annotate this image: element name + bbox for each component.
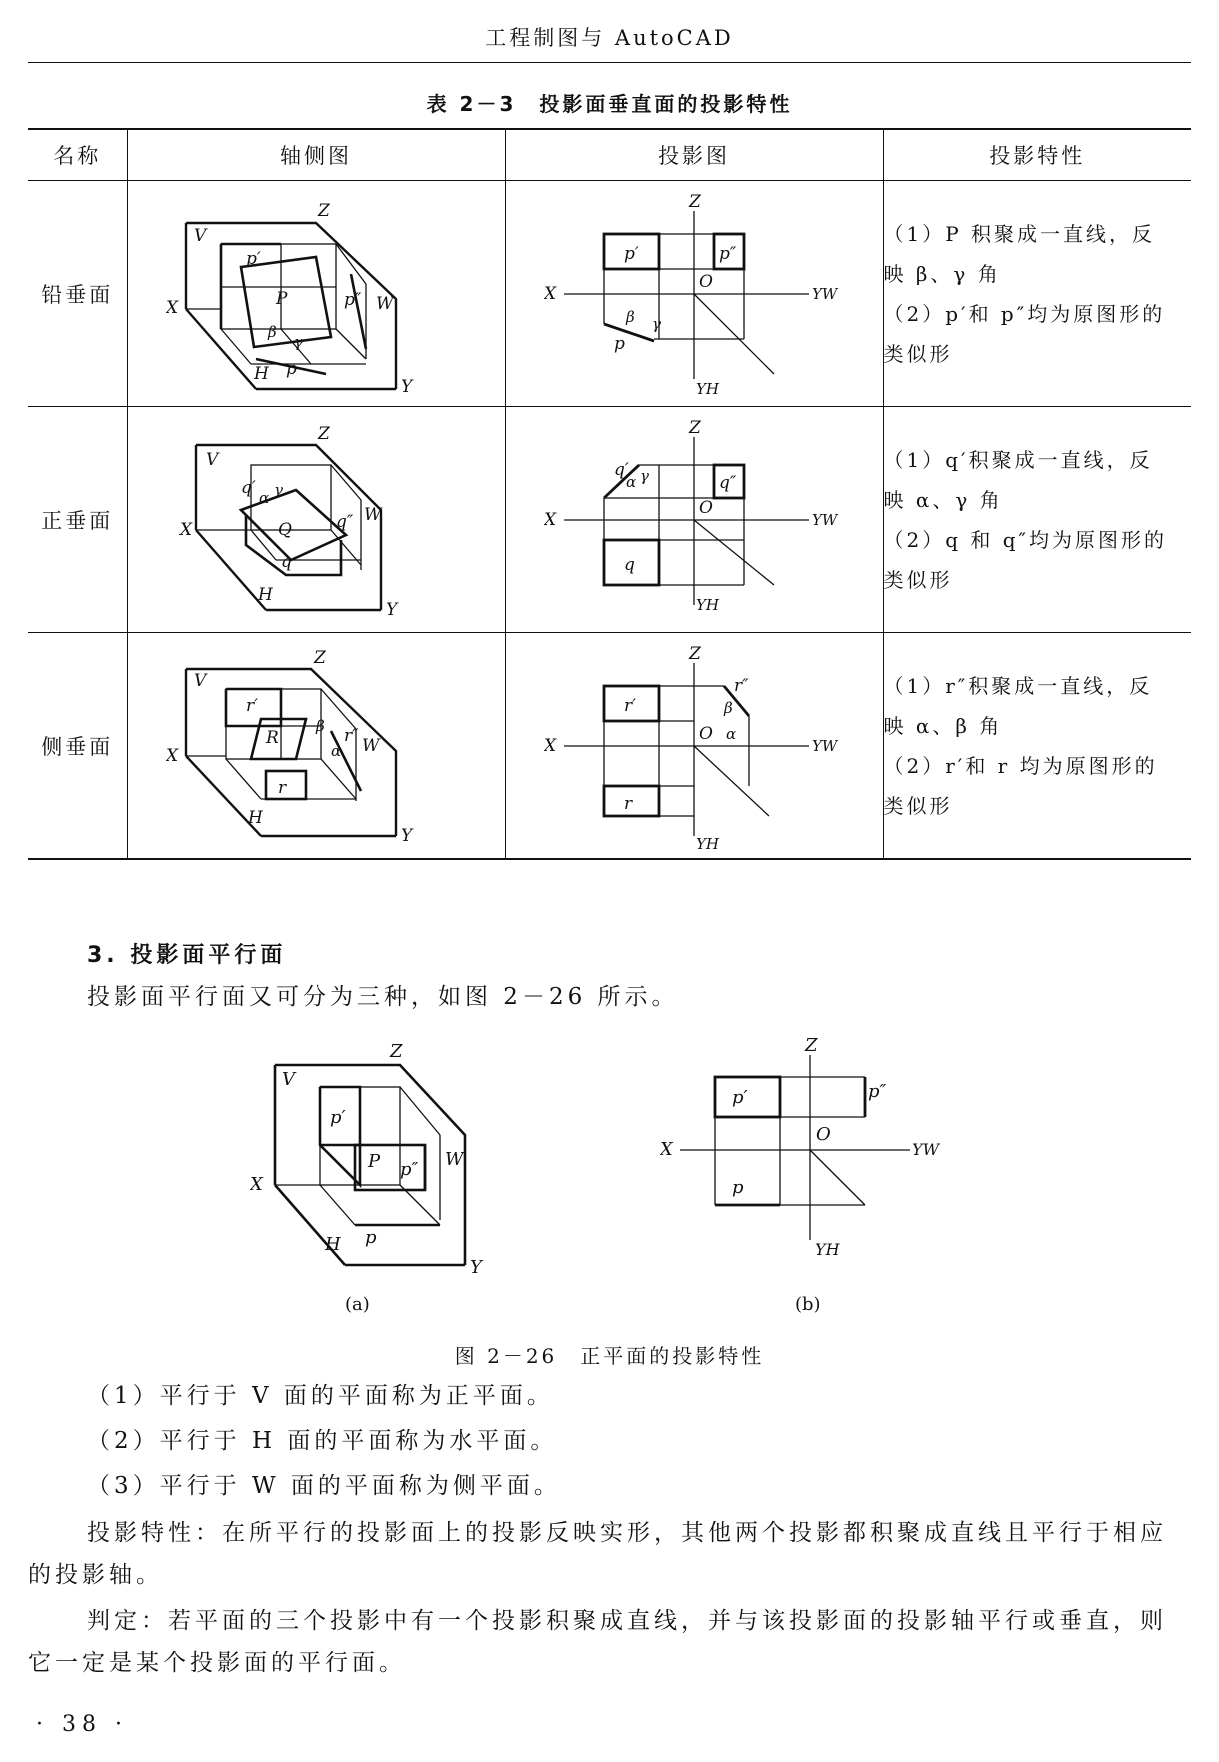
axonometric-cell — [127, 407, 505, 633]
origin-label: O — [816, 1124, 831, 1145]
axis-label-yw: YW — [812, 284, 838, 303]
axis-label-y: Y — [401, 376, 413, 397]
column-header: 投影特性 — [883, 129, 1191, 181]
projection-label: r′ — [624, 695, 636, 716]
angle-label: γ — [652, 314, 661, 333]
angle-label: β — [316, 716, 325, 735]
row-name: 正垂面 — [28, 407, 127, 633]
projection-label: q′ — [614, 459, 629, 480]
projection-label: q — [624, 554, 635, 575]
angle-label: β — [268, 322, 277, 341]
angle-label: β — [724, 698, 733, 717]
projection-label: p′ — [246, 248, 261, 269]
projection-label: r — [624, 793, 633, 814]
angle-label: α — [259, 488, 270, 507]
plane-label: P — [368, 1151, 381, 1172]
projection-properties-table — [28, 128, 1191, 860]
axis-label-yh: YH — [696, 379, 719, 398]
property-text: 类似形 — [883, 341, 953, 366]
header-rule — [28, 62, 1191, 63]
projection-label: p′ — [330, 1107, 346, 1128]
projection-label: p′ — [732, 1087, 748, 1108]
figure-caption: 图 2－26 正平面的投影特性 — [454, 1344, 765, 1368]
plane-label-w: W — [364, 504, 382, 525]
axis-label-x: X — [544, 735, 557, 756]
figure-a-axonometric — [250, 1035, 550, 1320]
axis-label-y: Y — [470, 1257, 482, 1278]
angle-label: α — [331, 741, 342, 760]
plane-label-h: H — [254, 363, 269, 384]
projection-cell — [505, 181, 883, 407]
origin-label: O — [699, 723, 713, 744]
figure-b-projection — [660, 1035, 960, 1320]
projection-label: p — [365, 1227, 377, 1248]
property-text: 映 β、γ 角 — [883, 261, 1001, 286]
row-name: 铅垂面 — [28, 181, 127, 407]
axis-label-x: X — [544, 509, 557, 530]
axis-label-yh: YH — [815, 1240, 840, 1259]
plane-label-v: V — [206, 449, 219, 470]
property-text: （1）P 积聚成一直线，反 — [883, 221, 1156, 246]
axis-label-z: Z — [689, 643, 701, 664]
list-item: （2）平行于 H 面的平面称为水平面。 — [87, 1428, 558, 1454]
axis-label-z: Z — [689, 417, 701, 438]
axis-label-x: X — [544, 283, 557, 304]
axis-label-y: Y — [401, 825, 413, 846]
axis-label-x: X — [250, 1174, 263, 1195]
projection-diagram-p — [544, 189, 844, 399]
angle-label: β — [626, 307, 635, 326]
plane-label-v: V — [194, 670, 207, 691]
axis-label-yw: YW — [912, 1140, 940, 1159]
projection-label: q′ — [241, 477, 256, 498]
plane-label-w: W — [362, 735, 380, 756]
projection-diagram-q — [544, 415, 844, 625]
projection-label: p″ — [344, 289, 362, 310]
projection-label: p″ — [868, 1081, 887, 1102]
projection-label: p — [732, 1177, 744, 1198]
property-cell — [883, 181, 1191, 407]
projection-label: p — [286, 358, 297, 379]
judgement-paragraph: 判定：若平面的三个投影中有一个投影积聚成直线，并与该投影面的投影轴平行或垂直，则它一定是某个投影面的平行面。 — [28, 1608, 1167, 1676]
plane-label-w: W — [376, 293, 394, 314]
property-text: （1）q′积聚成一直线，反 — [883, 447, 1153, 472]
column-header: 投影图 — [505, 129, 883, 181]
angle-label: γ — [274, 480, 283, 499]
projection-label: p″ — [400, 1159, 419, 1180]
projection-cell — [505, 407, 883, 633]
table-header-row — [28, 129, 1191, 181]
figure-2-26 — [250, 1035, 970, 1320]
plane-label-w: W — [445, 1149, 464, 1170]
axis-label-z: Z — [318, 200, 330, 221]
property-cell — [883, 407, 1191, 633]
property-paragraph: 投影特性：在所平行的投影面上的投影反映实形，其他两个投影都积聚成直线且平行于相应的投影轴。 — [28, 1520, 1167, 1588]
subfigure-label-a: (a) — [345, 1294, 370, 1315]
axis-label-y: Y — [386, 599, 398, 620]
origin-label: O — [699, 497, 713, 518]
plane-label-v: V — [282, 1069, 295, 1090]
axis-label-yw: YW — [812, 736, 838, 755]
table-title: 表 2－3 投影面垂直面的投影特性 — [426, 92, 793, 116]
property-cell — [883, 633, 1191, 860]
axis-label-x: X — [180, 519, 193, 540]
plane-label: Q — [278, 519, 292, 540]
column-header: 轴侧图 — [127, 129, 505, 181]
property-text: （2）p′和 p″均为原图形的 — [883, 301, 1166, 326]
property-text: 映 α、β 角 — [883, 713, 1003, 738]
axonometric-cell — [127, 181, 505, 407]
plane-label: P — [276, 288, 288, 309]
projection-label: r″ — [344, 725, 359, 746]
plane-label-h: H — [248, 807, 263, 828]
running-header: 工程制图与 AutoCAD — [485, 26, 734, 50]
column-header: 名称 — [28, 129, 127, 181]
axis-label-x: X — [166, 745, 179, 766]
angle-label: α — [626, 472, 637, 491]
property-text: （1）r″积聚成一直线，反 — [883, 673, 1153, 698]
property-text: 类似形 — [883, 567, 953, 592]
list-item: （3）平行于 W 面的平面称为侧平面。 — [87, 1473, 561, 1499]
axonometric-diagram-p — [166, 189, 466, 399]
projection-cell — [505, 633, 883, 860]
axis-label-z: Z — [390, 1041, 403, 1062]
angle-label: γ — [640, 466, 649, 485]
projection-label: p′ — [624, 243, 639, 264]
row-name: 侧垂面 — [28, 633, 127, 860]
plane-label-h: H — [258, 584, 273, 605]
projection-label: p″ — [719, 243, 737, 264]
projection-label: p — [614, 333, 625, 354]
page-number: · 38 · — [36, 1712, 128, 1737]
property-text: （2）q 和 q″均为原图形的 — [883, 527, 1168, 552]
axonometric-cell — [127, 633, 505, 860]
projection-label: q″ — [336, 511, 354, 532]
axonometric-diagram-q — [166, 415, 466, 625]
projection-label: r″ — [734, 675, 749, 696]
axis-label-z: Z — [805, 1035, 818, 1056]
angle-label: α — [726, 724, 737, 743]
axis-label-yw: YW — [812, 510, 838, 529]
axis-label-x: X — [660, 1139, 673, 1160]
property-text: 映 α、γ 角 — [883, 487, 1003, 512]
projection-label: q — [281, 551, 292, 572]
axis-label-z: Z — [314, 647, 326, 668]
axonometric-diagram-r — [166, 641, 466, 851]
axis-label-z: Z — [689, 191, 701, 212]
axis-label-z: Z — [318, 423, 330, 444]
section-heading: 3. 投影面平行面 — [87, 943, 287, 968]
subfigure-label-b: (b) — [795, 1294, 821, 1315]
projection-label: r — [278, 777, 287, 798]
section-intro: 投影面平行面又可分为三种，如图 2－26 所示。 — [87, 984, 679, 1010]
table-row — [28, 181, 1191, 407]
property-text: （2）r′和 r 均为原图形的 — [883, 753, 1158, 778]
angle-label: γ — [294, 332, 303, 351]
plane-label-v: V — [194, 225, 207, 246]
property-text: 类似形 — [883, 793, 953, 818]
axis-label-yh: YH — [696, 595, 719, 614]
projection-label: r′ — [246, 695, 258, 716]
axis-label-x: X — [166, 297, 179, 318]
axis-label-yh: YH — [696, 834, 719, 851]
projection-diagram-r — [544, 641, 844, 851]
origin-label: O — [699, 271, 713, 292]
plane-label: R — [266, 727, 279, 748]
projection-label: q″ — [719, 472, 737, 493]
list-item: （1）平行于 V 面的平面称为正平面。 — [87, 1383, 554, 1409]
table-row — [28, 407, 1191, 633]
table-row — [28, 633, 1191, 860]
plane-label-h: H — [325, 1234, 341, 1255]
